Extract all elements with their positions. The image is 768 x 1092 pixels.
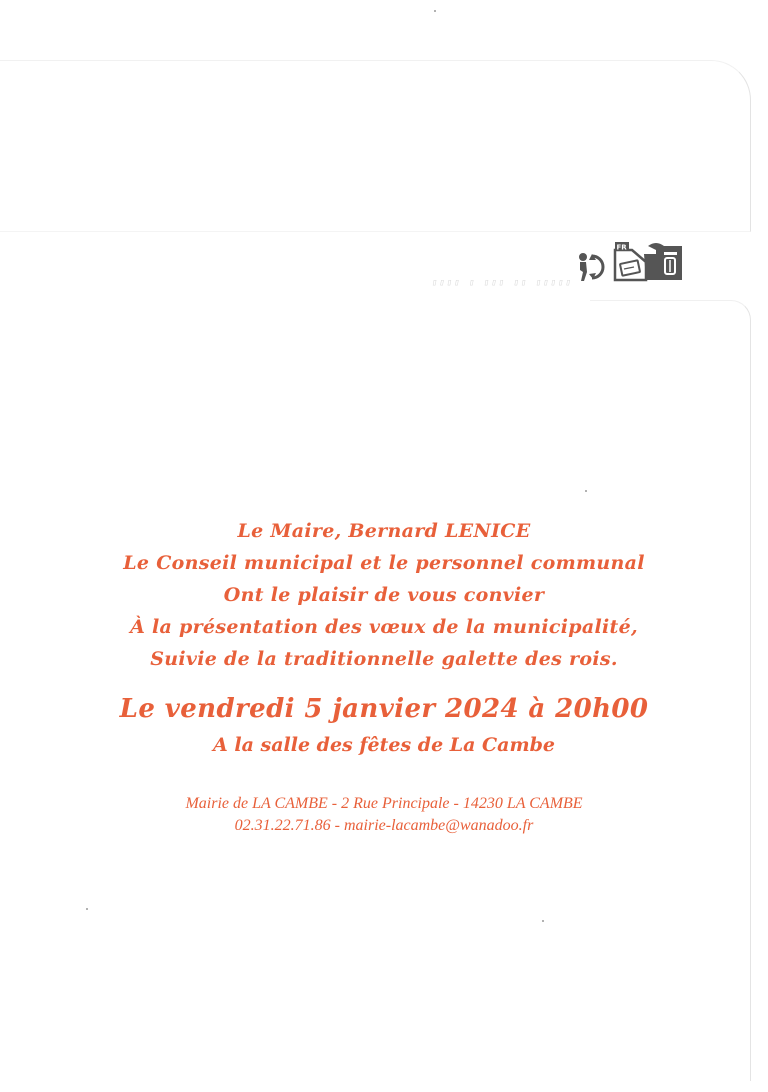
scan-speck: [585, 490, 587, 492]
scan-speck: [86, 908, 88, 910]
invitation-lines: [0, 515, 768, 675]
country-code-label: FR: [616, 243, 627, 252]
council-line: Le Conseil municipal et le personnel communal: [123, 552, 645, 574]
invitation-text: [0, 515, 768, 837]
mayor-line: Le Maire, Bernard LENICE: [237, 520, 531, 542]
scan-speck: [542, 920, 544, 922]
envelope-flap-edge: [0, 60, 751, 232]
contact-phone-email: 02.31.22.71.86 - mairie-lacambe@wanadoo.fr: [234, 817, 534, 834]
recycle-bin-icon: [612, 240, 684, 284]
triman-icon: [572, 248, 608, 284]
faint-print-artifact: ▯▯▯▯ ▯ ▯▯▯ ▯▯ ▯▯▯▯▯: [430, 278, 574, 288]
wishes-line: À la présentation des vœux de la municipalité,: [130, 616, 638, 638]
event-date: Le vendredi 5 janvier 2024 à 20h00: [119, 694, 649, 724]
pleasure-line: Ont le plaisir de vous convier: [223, 584, 545, 606]
event-venue: A la salle des fêtes de La Cambe: [213, 734, 555, 756]
scan-speck: [434, 10, 436, 12]
recycling-logos: [572, 238, 682, 284]
contact-address: Mairie de LA CAMBE - 2 Rue Principale - 14230 LA CAMBE: [185, 795, 583, 812]
galette-line: Suivie de la traditionnelle galette des rois.: [150, 648, 618, 670]
contact-block: [0, 793, 768, 837]
